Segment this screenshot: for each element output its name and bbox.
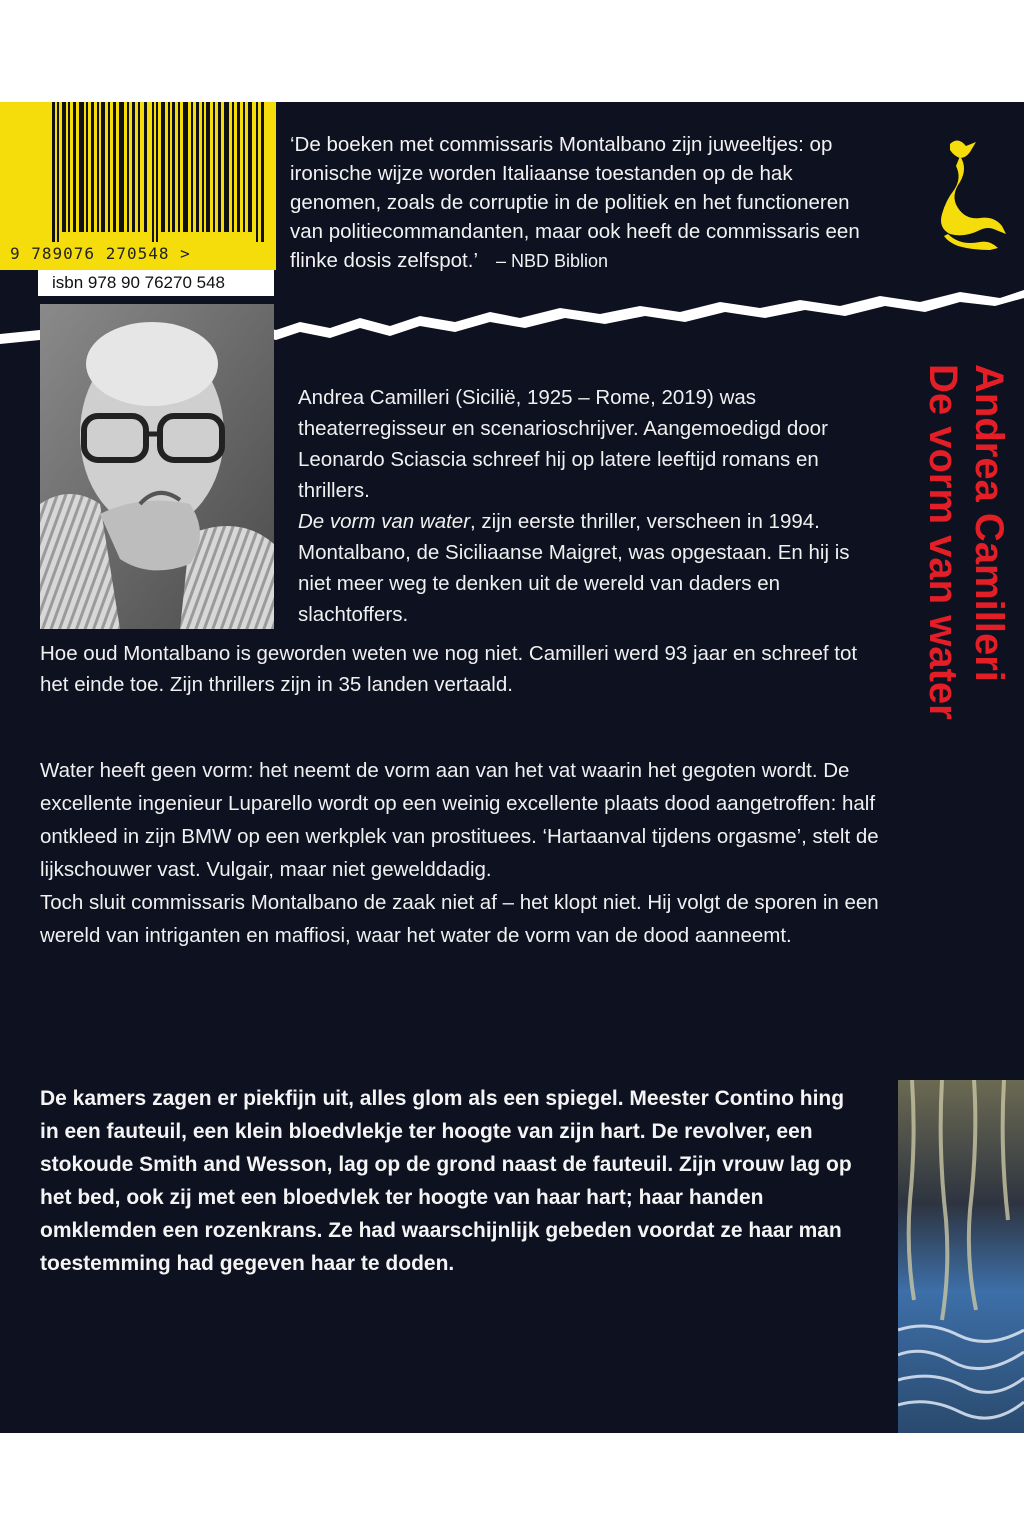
- isbn-label: isbn 978 90 76270 548: [38, 270, 274, 296]
- author-bio: [298, 382, 858, 630]
- bio-book-title: De vorm van water: [298, 510, 471, 533]
- water-reflection-image: [898, 1080, 1024, 1433]
- barcode-panel: [0, 102, 276, 270]
- spine-title-block: [912, 364, 1012, 964]
- bio-paragraph-2: [298, 506, 858, 630]
- barcode-icon: [52, 102, 266, 242]
- bio-paragraph-2-text: , zijn eerste thriller, verscheen in 1994. Montalbano, de Siciliaanse Maigret, was opgestaan. En hij is niet meer weg te denken uit de wereld van daders en slachtoffers.: [298, 510, 850, 626]
- quote-source: – NBD Biblion: [496, 251, 609, 271]
- spine-author: Andrea Camilleri: [967, 364, 1011, 682]
- seahorse-logo-icon: [920, 138, 1010, 253]
- author-photo: [40, 304, 274, 629]
- review-quote: [290, 130, 870, 276]
- synopsis-paragraph-2: Toch sluit commissaris Montalbano de zaak niet af – het klopt niet. Hij volgt de sporen in een wereld van intriganten en maffiosi, waar het water de vorm van de dood aanneemt.: [40, 891, 879, 947]
- spine-book-title: De vorm van water: [921, 364, 965, 720]
- bio-paragraph-1: Andrea Camilleri (Sicilië, 1925 – Rome, 2019) was theaterregisseur en scenarioschrijver. Aangemoedigd door Leonardo Sciascia schreef hij op latere leeftijd romans en thrillers.: [298, 386, 828, 502]
- synopsis-paragraph-1: Water heeft geen vorm: het neemt de vorm aan van het vat waarin het gegoten wordt. De excellente ingenieur Luparello wordt op een weinig excellente plaats dood aangetroffen: half ontkleed in zijn BMW op een werkplek van prostituees. ‘Hartaanval tijdens orgasme’, stelt de lijkschouwer vast. Vulgair, maar niet gewelddadig.: [40, 759, 879, 881]
- synopsis: [40, 754, 880, 952]
- quote-text: ‘De boeken met commissaris Montalbano zijn juweeltjes: op ironische wijze worden Italiaanse toestanden op de hak genomen, zoals de corruptie in de politiek en het functioneren van politiecommandanten, maar ook heeft de commissaris een flinke dosis zelfspot.’: [290, 133, 860, 272]
- barcode-digits: 9 789076 270548 >: [10, 244, 191, 263]
- back-cover: [0, 102, 1024, 1433]
- bio-paragraph-3: Hoe oud Montalbano is geworden weten we nog niet. Camilleri werd 93 jaar en schreef tot het einde toe. Zijn thrillers zijn in 35 landen vertaald.: [40, 642, 858, 696]
- excerpt: De kamers zagen er piekfijn uit, alles glom als een spiegel. Meester Contino hing in een fauteuil, een klein bloedvlekje ter hoogte van zijn hart. De revolver, een stokoude Smith and Wesson, lag op de grond naast de fauteuil. Zijn vrouw lag op het bed, ook zij met een bloedvlek ter hoogte van haar hart; haar handen omklemden een rozenkrans. Ze had waarschijnlijk gebeden voordat ze haar man toestemming had gegeven haar te doden.: [40, 1087, 852, 1275]
